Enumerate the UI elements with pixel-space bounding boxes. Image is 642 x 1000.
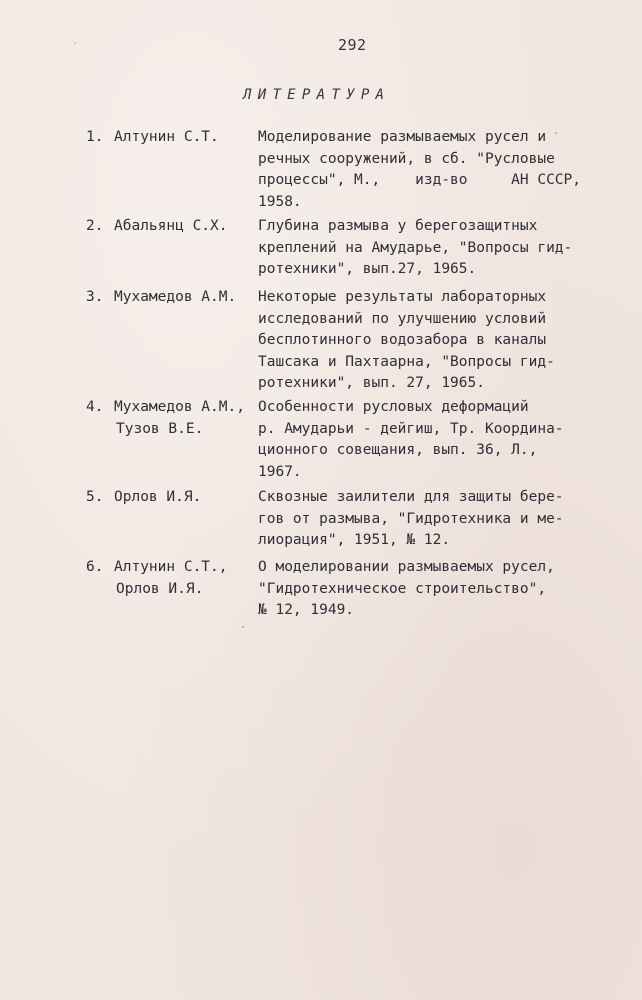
- reference-author: Алтунин С.Т.,: [114, 559, 228, 575]
- reference-line: Сквозные заилители для защиты бере-: [258, 489, 564, 505]
- scan-speck: [74, 42, 76, 44]
- reference-description: [258, 127, 582, 213]
- reference-line: ционного совещания, вып. 36, Л.,: [258, 442, 538, 458]
- reference-description: [258, 557, 568, 622]
- reference-authors: [114, 216, 228, 238]
- reference-author: Орлов И.Я.: [116, 580, 204, 597]
- reference-line: процессы", М., изд-во АН СССР,: [258, 172, 582, 188]
- reference-line: Ташсака и Пахтаарна, "Вопросы гид-: [258, 353, 555, 370]
- reference-line: гов от размыва, "Гидротехника и ме-: [258, 510, 564, 527]
- scan-speck: [242, 626, 244, 628]
- reference-line: Некоторые результаты лабораторных: [258, 289, 547, 305]
- reference-authors: [114, 287, 236, 309]
- reference-line: лиорация", 1951, № 12.: [258, 532, 451, 548]
- reference-line: "Гидротехническое строительство",: [258, 580, 547, 597]
- reference-description: [258, 397, 568, 483]
- scan-speck: [555, 132, 557, 134]
- reference-description: [258, 216, 573, 281]
- reference-authors: [114, 557, 228, 600]
- reference-number: 4.: [86, 399, 104, 415]
- reference-author: Мухамедов А.М.,: [114, 399, 245, 415]
- reference-line: ротехники", вып.27, 1965.: [258, 261, 477, 277]
- reference-description: [258, 487, 568, 552]
- reference-line: 1958.: [258, 193, 302, 210]
- reference-number: 3.: [86, 289, 104, 305]
- reference-author: Алтунин С.Т.: [114, 129, 219, 145]
- reference-number: 1.: [86, 129, 104, 145]
- reference-line: Моделирование размываемых русел и: [258, 129, 547, 145]
- page-number: 292: [338, 36, 367, 54]
- reference-author: Тузов В.Е.: [116, 420, 204, 437]
- reference-description: [258, 287, 568, 395]
- reference-line: 1967.: [258, 463, 302, 480]
- reference-authors: [114, 397, 245, 440]
- section-title: ЛИТЕРАТУРА: [243, 87, 391, 103]
- reference-line: р. Амударьи - дейгиш, Тр. Координа-: [258, 420, 564, 437]
- reference-line: бесплотинного водозабора в каналы: [258, 332, 547, 348]
- reference-line: ротехники", вып. 27, 1965.: [258, 375, 485, 391]
- reference-line: № 12, 1949.: [258, 602, 355, 618]
- reference-author: Абальянц С.Х.: [114, 218, 228, 234]
- reference-line: О моделировании размываемых русел,: [258, 559, 555, 575]
- reference-number: 5.: [86, 489, 104, 505]
- reference-number: 6.: [86, 559, 104, 575]
- reference-authors: [114, 127, 219, 149]
- reference-number: 2.: [86, 218, 104, 234]
- reference-line: речных сооружений, в сб. "Русловые: [258, 150, 555, 167]
- reference-line: исследований по улучшению условий: [258, 310, 547, 327]
- reference-authors: [114, 487, 201, 509]
- reference-author: Орлов И.Я.: [114, 489, 202, 505]
- reference-line: креплений на Амударье, "Вопросы гид-: [258, 239, 573, 256]
- reference-line: Особенности русловых деформаций: [258, 399, 529, 415]
- reference-author: Мухамедов А.М.: [114, 289, 237, 305]
- reference-line: Глубина размыва у берегозащитных: [258, 218, 538, 234]
